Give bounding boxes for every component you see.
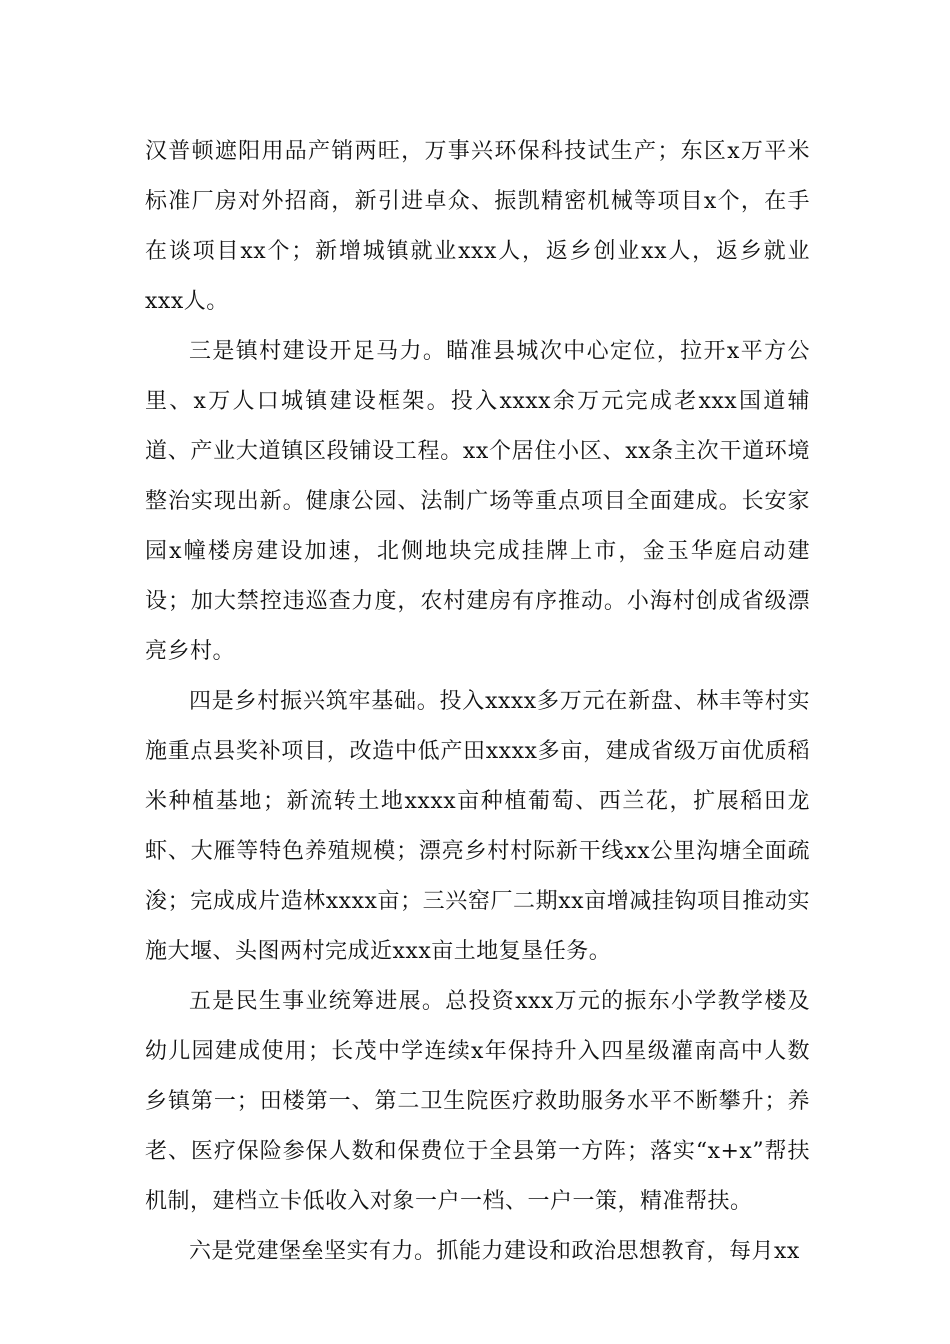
paragraph-point-5: 五是民生事业统筹进展。总投资xxx万元的振东小学教学楼及幼儿园建成使用；长茂中学连续x年保持升入四星级灌南高中人数乡镇第一；田楼第一、第二卫生院医疗救助服务水平不断攀升；养老、医疗保险参保人数和保费位于全县第一方阵；落实“x+x”帮扶机制，建档立卡低收入对象一户一档、一户一策，精准帮扶。	[145, 989, 810, 1214]
document-body	[145, 127, 810, 1277]
paragraph-point-4: 四是乡村振兴筑牢基础。投入xxxx多万元在新盘、林丰等村实施重点县奖补项目，改造中低产田xxxx多亩，建成省级万亩优质稻米种植基地；新流转土地xxxx亩种植葡萄、西兰花，扩展稻田龙虾、大雁等特色养殖规模；漂亮乡村村际新干线xx公里沟塘全面疏浚；完成成片造林xxxx亩；三兴窑厂二期xx亩增减挂钩项目推动实施大堰、头图两村完成近xxx亩土地复垦任务。	[145, 689, 810, 964]
paragraph-continuation: 汉普顿遮阳用品产销两旺，万事兴环保科技试生产；东区x万平米标准厂房对外招商，新引进卓众、振凯精密机械等项目x个，在手在谈项目xx个；新增城镇就业xxx人，返乡创业xx人，返乡就业xxx人。	[145, 139, 810, 314]
paragraph-point-6: 六是党建堡垒坚实有力。抓能力建设和政治思想教育，每月xx	[189, 1239, 800, 1264]
paragraph-point-3: 三是镇村建设开足马力。瞄准县城次中心定位，拉开x平方公里、x万人口城镇建设框架。投入xxxx余万元完成老xxx国道辅道、产业大道镇区段铺设工程。xx个居住小区、xx条主次干道环境整治实现出新。健康公园、法制广场等重点项目全面建成。长安家园x幢楼房建设加速，北侧地块完成挂牌上市，金玉华庭启动建设；加大禁控违巡查力度，农村建房有序推动。小海村创成省级漂亮乡村。	[145, 339, 810, 664]
